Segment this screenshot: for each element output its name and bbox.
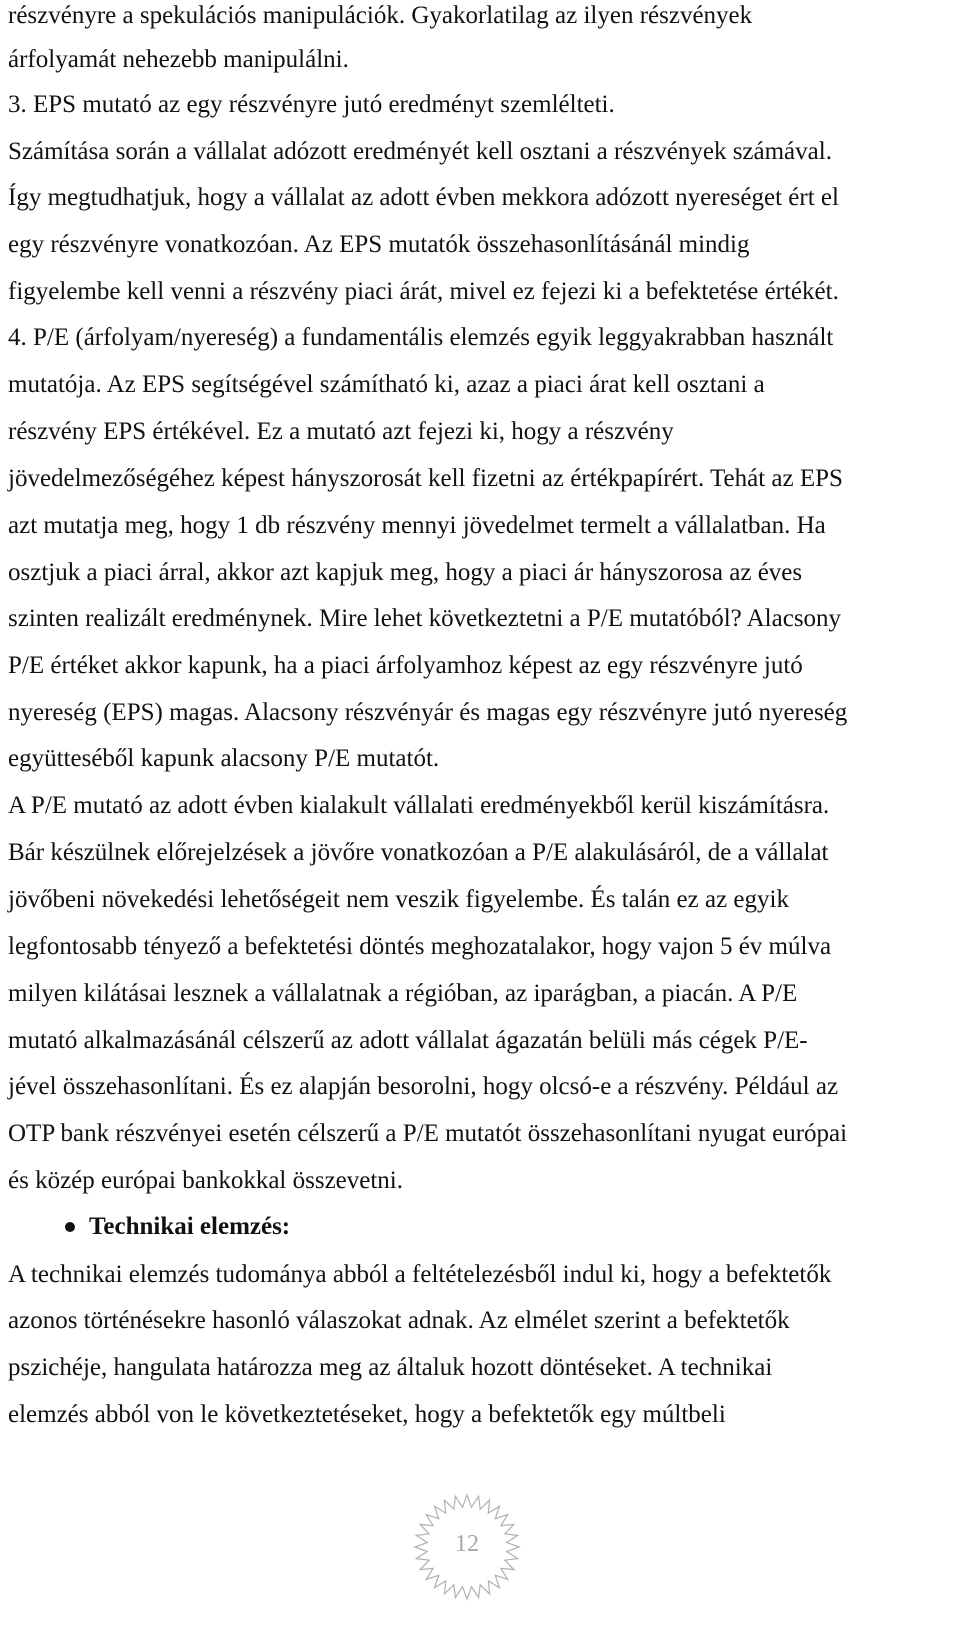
text-line: nyereség (EPS) magas. Alacsony részvényár és magas egy részvényre jutó nyereség: [8, 699, 848, 726]
text-line: A P/E mutató az adott évben kialakult vállalati eredményekből kerül kiszámításra.: [8, 792, 830, 819]
text-line: szinten realizált eredménynek. Mire lehet következtetni a P/E mutatóból? Alacsony: [8, 605, 842, 632]
text-line: együtteséből kapunk alacsony P/E mutatót.: [8, 745, 440, 772]
text-line: jével összehasonlítani. És ez alapján besorolni, hogy olcsó-e a részvény. Például az: [8, 1073, 839, 1100]
text-line: részvény EPS értékével. Ez a mutató azt fejezi ki, hogy a részvény: [8, 418, 674, 445]
text-line: legfontosabb tényező a befektetési döntés meghozatalakor, hogy vajon 5 év múlva: [8, 933, 832, 960]
text-line: A technikai elemzés tudománya abból a feltételezésből indul ki, hogy a befektetők: [8, 1261, 832, 1288]
page-number: 12: [455, 1531, 479, 1557]
text-line: azonos történésekre hasonló válaszokat adnak. Az elmélet szerint a befektetők: [8, 1307, 790, 1334]
text-line: 4. P/E (árfolyam/nyereség) a fundamentális elemzés egyik leggyakrabban használt: [8, 324, 834, 351]
text-line: osztjuk a piaci árral, akkor azt kapjuk meg, hogy a piaci ár hányszorosa az éves: [8, 559, 803, 586]
text-line: 3. EPS mutató az egy részvényre jutó eredményt szemlélteti.: [8, 91, 615, 118]
text-line: jövőbeni növekedési lehetőségeit nem veszik figyelembe. És talán ez az egyik: [8, 886, 789, 913]
text-line: mutatója. Az EPS segítségével számítható ki, azaz a piaci árat kell osztani a: [8, 371, 765, 398]
text-line: mutató alkalmazásánál célszerű az adott vállalat ágazatán belüli más cégek P/E-: [8, 1027, 808, 1054]
text-line: Számítása során a vállalat adózott eredményét kell osztani a részvények számával.: [8, 138, 832, 165]
text-line: egy részvényre vonatkozóan. Az EPS mutatók összehasonlításánál mindig: [8, 231, 750, 258]
page-footer: [412, 1492, 522, 1602]
text-line: P/E értéket akkor kapunk, ha a piaci árfolyamhoz képest az egy részvényre jutó: [8, 652, 803, 679]
text-line: részvényre a spekulációs manipulációk. Gyakorlatilag az ilyen részvények: [8, 2, 753, 29]
bullet-icon: [65, 1222, 75, 1232]
text-line: milyen kilátásai lesznek a vállalatnak a régióban, az iparágban, a piacán. A P/E: [8, 980, 798, 1007]
text-line: és közép európai bankokkal összevetni.: [8, 1167, 404, 1194]
text-line: árfolyamát nehezebb manipulálni.: [8, 46, 349, 73]
text-line: figyelembe kell venni a részvény piaci árát, mivel ez fejezi ki a befektetése értékét.: [8, 278, 839, 305]
section-heading: Technikai elemzés:: [89, 1213, 291, 1240]
text-line: jövedelmezőségéhez képest hányszorosát kell fizetni az értékpapírért. Tehát az EPS: [8, 465, 843, 492]
text-line: pszichéje, hangulata határozza meg az általuk hozott döntéseket. A technikai: [8, 1354, 773, 1381]
text-line: azt mutatja meg, hogy 1 db részvény mennyi jövedelmet termelt a vállalatban. Ha: [8, 512, 826, 539]
text-line: OTP bank részvényei esetén célszerű a P/E mutatót összehasonlítani nyugat európai: [8, 1120, 848, 1147]
text-line: Bár készülnek előrejelzések a jövőre vonatkozóan a P/E alakulásáról, de a vállalat: [8, 839, 829, 866]
text-line: Így megtudhatjuk, hogy a vállalat az adott évben mekkora adózott nyereséget ért el: [8, 184, 839, 211]
text-line: elemzés abból von le következtetéseket, hogy a befektetők egy múltbeli: [8, 1401, 726, 1428]
